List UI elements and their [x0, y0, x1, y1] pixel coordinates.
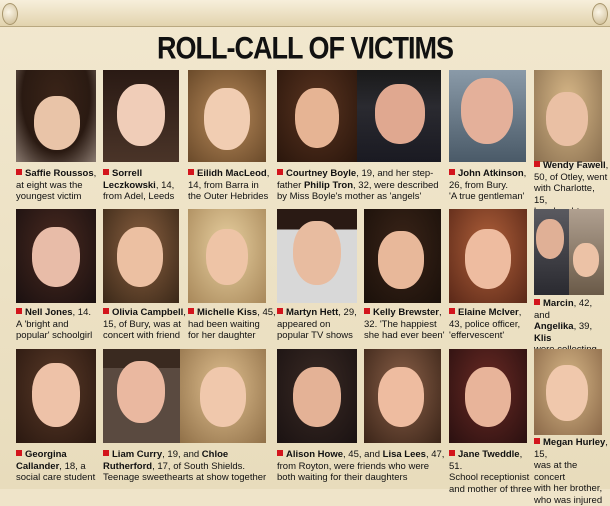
red-square-icon: [534, 161, 540, 167]
red-square-icon: [364, 308, 370, 314]
red-square-icon: [534, 299, 540, 305]
caption-liam-curry-chloe-rutherford: Liam Curry, 19, and Chloe Rutherford, 17, of South Shields. Teenage sweethearts at show together: [103, 449, 267, 483]
scroll-curl-left-icon: [2, 3, 18, 25]
caption-jane-tweddle: Jane Tweddle, 51. School receptionist and mother of three: [449, 449, 532, 495]
caption-alison-howe-lisa-lees: Alison Howe, 45, and Lisa Lees, 47, from Royton, were friends who were both waiting for their daughters: [277, 449, 445, 483]
caption-marcin-angelika-klis: Marcin, 42, and Angelika, 39, Klis: [534, 298, 593, 344]
victim-name: Nell Jones: [25, 307, 73, 318]
photo-sorrell-leczkowski: [103, 70, 179, 162]
photo-elaine-mciver: [449, 209, 527, 303]
victim-name: Liam Curry: [112, 449, 163, 460]
victim-name: John Atkinson: [458, 168, 524, 179]
victim-name: Marcin: [543, 298, 574, 309]
red-square-icon: [277, 169, 283, 175]
photo-saffie-roussos: [16, 70, 96, 162]
red-square-icon: [16, 169, 22, 175]
victim-name: Wendy Fawell: [543, 160, 606, 171]
photo-michelle-kiss: [188, 209, 266, 303]
red-square-icon: [103, 169, 109, 175]
victim-name: Michelle Kiss: [197, 307, 258, 318]
caption-michelle-kiss: Michelle Kiss, 45, had been waiting for her daughter: [188, 307, 276, 341]
victim-name: Alison Howe: [286, 449, 344, 460]
photo-jane-tweddle: [449, 349, 527, 443]
caption-saffie-roussos: Saffie Roussos, at eight was the youngest victim: [16, 168, 97, 202]
photo-alison-howe: [277, 349, 357, 443]
caption-nell-jones: Nell Jones, 14. A 'bright and popular' schoolgirl: [16, 307, 93, 341]
victim-name: Elaine McIver: [458, 307, 519, 318]
photo-eilidh-macleod: [188, 70, 266, 162]
red-square-icon: [449, 169, 455, 175]
caption-courtney-boyle: Courtney Boyle, 19, and her step- father Philip Tron, 32, were described by Miss Boyle's mother as 'angels': [277, 168, 439, 202]
victim-name: Kelly Brewster: [373, 307, 440, 318]
victim-name: Georgina: [25, 449, 67, 460]
red-square-icon: [277, 308, 283, 314]
red-square-icon: [277, 450, 283, 456]
victim-name: Martyn Hett: [286, 307, 339, 318]
red-square-icon: [16, 308, 22, 314]
photo-georgina-callander: [16, 349, 96, 443]
victim-name: Sorrell: [112, 168, 143, 179]
caption-kelly-brewster: Kelly Brewster, 32. 'The happiest she had ever been': [364, 307, 445, 341]
photo-lisa-lees: [364, 349, 441, 443]
scroll-banner: [0, 0, 610, 27]
red-square-icon: [188, 169, 194, 175]
page-title: ROLL-CALL OF VICTIMS: [157, 30, 453, 66]
photo-john-atkinson: [449, 70, 526, 162]
photo-philip-tron: [357, 70, 441, 162]
caption-eilidh-macleod: Eilidh MacLeod, 14, from Barra in the Outer Hebrides: [188, 168, 270, 202]
victim-name: Olivia Campbell: [112, 307, 184, 318]
red-square-icon: [534, 438, 540, 444]
photo-courtney-boyle: [277, 70, 357, 162]
photo-martyn-hett: [277, 209, 357, 303]
photo-megan-hurley: [534, 349, 602, 435]
red-square-icon: [449, 308, 455, 314]
victim-name: Eilidh MacLeod: [197, 168, 267, 179]
caption-elaine-mciver: Elaine McIver, 43, police officer, 'effervescent': [449, 307, 522, 341]
photo-chloe-rutherford: [180, 349, 266, 443]
red-square-icon: [16, 450, 22, 456]
victim-name: Saffie Roussos: [25, 168, 94, 179]
caption-sorrell-leczkowski: Sorrell Leczkowski, 14, from Adel, Leeds: [103, 168, 175, 202]
red-square-icon: [103, 308, 109, 314]
photo-olivia-campbell: [103, 209, 179, 303]
scroll-curl-right-icon: [592, 3, 608, 25]
photo-angelika-klis: [569, 209, 604, 295]
victim-name: Megan Hurley: [543, 437, 606, 448]
caption-olivia-campbell: Olivia Campbell, 15, of Bury, was at concert with friend: [103, 307, 186, 341]
photo-marcin-klis: [534, 209, 569, 295]
photo-wendy-fawell: [534, 70, 602, 162]
caption-martyn-hett: Martyn Hett, 29, appeared on popular TV shows: [277, 307, 357, 341]
red-square-icon: [449, 450, 455, 456]
photo-liam-curry: [103, 349, 180, 443]
victim-name: Jane Tweddle: [458, 449, 520, 460]
caption-wendy-fawell: Wendy Fawell, 50, of Otley, went with Charlotte, 15,: [534, 160, 609, 206]
photo-nell-jones: [16, 209, 96, 303]
red-square-icon: [188, 308, 194, 314]
caption-megan-hurley: Megan Hurley, 15, was at the concert with her brother, who was injured: [534, 437, 608, 506]
caption-georgina-callander: Georgina Callander, 18, a social care student: [16, 449, 96, 483]
red-square-icon: [103, 450, 109, 456]
caption-john-atkinson: John Atkinson, 26, from Bury. 'A true gentleman': [449, 168, 527, 202]
photo-kelly-brewster: [364, 209, 441, 303]
victim-name: Courtney Boyle: [286, 168, 357, 179]
